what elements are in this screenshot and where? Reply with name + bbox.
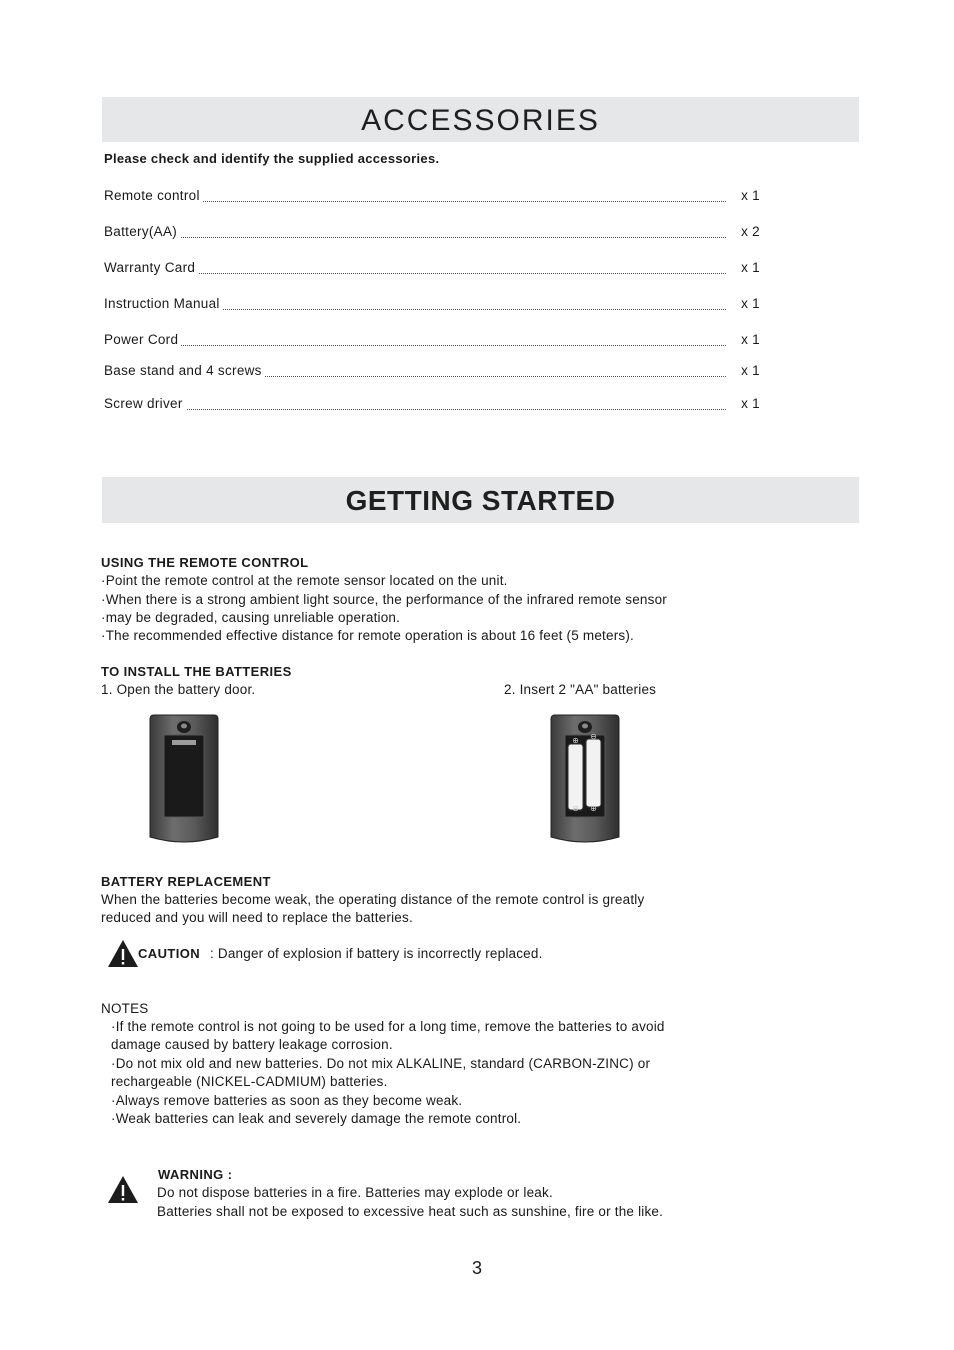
notes-line: damage caused by battery leakage corrosion. [111,1037,393,1052]
accessory-name: Instruction Manual [104,296,223,311]
accessory-name: Battery(AA) [104,224,180,239]
accessory-qty: x 1 [741,332,760,347]
accessory-row [104,296,760,314]
dot-leader [104,409,726,410]
accessory-row [104,260,760,278]
notes-heading: NOTES [101,1001,149,1016]
polarity-mark: ⊕ [590,804,597,813]
accessory-name: Power Cord [104,332,181,347]
polarity-mark: ⊖ [590,732,597,741]
notes-line: ·Do not mix old and new batteries. Do not mix ALKALINE, standard (CARBON-ZINC) or [111,1056,651,1071]
remote-battery-door-closed-illustration [148,713,220,845]
remote-batteries-inserted-illustration [549,713,621,845]
remote-line: ·may be degraded, causing unreliable operation. [101,610,401,625]
remote-line: ·When there is a strong ambient light source, the performance of the infrared remote sensor [101,592,667,607]
accessory-row [104,332,760,350]
install-step-2: 2. Insert 2 "AA" batteries [504,682,657,697]
accessories-title: ACCESSORIES [102,97,859,142]
accessory-qty: x 1 [741,363,760,378]
replacement-line: reduced and you will need to replace the batteries. [101,910,413,925]
accessory-qty: x 2 [741,224,760,239]
install-step-1: 1. Open the battery door. [101,682,256,697]
remote-line: ·The recommended effective distance for remote operation is about 16 feet (5 meters). [101,628,635,643]
replacement-line: When the batteries become weak, the operating distance of the remote control is greatly [101,892,645,907]
accessory-qty: x 1 [741,396,760,411]
accessory-row [104,224,760,242]
polarity-mark: ⊕ [572,736,579,745]
accessory-name: Screw driver [104,396,186,411]
warning-line: Do not dispose batteries in a fire. Batteries may explode or leak. [157,1185,553,1200]
remote-line: ·Point the remote control at the remote sensor located on the unit. [101,573,508,588]
accessory-name: Remote control [104,188,203,203]
caution-text: : Danger of explosion if battery is incorrectly replaced. [210,946,543,961]
accessory-qty: x 1 [741,296,760,311]
notes-line: ·Weak batteries can leak and severely damage the remote control. [111,1111,522,1126]
notes-line: ·If the remote control is not going to be used for a long time, remove the batteries to avoid [111,1019,665,1034]
notes-line: ·Always remove batteries as soon as they become weak. [111,1093,463,1108]
warning-triangle-icon [107,939,139,968]
accessory-qty: x 1 [741,260,760,275]
dot-leader [104,345,726,346]
accessories-intro: Please check and identify the supplied accessories. [104,151,440,166]
accessory-name: Warranty Card [104,260,198,275]
polarity-mark: ⊖ [572,804,579,813]
getting-started-title: GETTING STARTED [102,477,859,523]
accessory-row [104,188,760,206]
remote-heading: USING THE REMOTE CONTROL [101,555,309,570]
caution-label: CAUTION [138,946,201,961]
accessory-row [104,396,760,414]
notes-line: rechargeable (NICKEL-CADMIUM) batteries. [111,1074,388,1089]
warning-label: WARNING : [158,1167,233,1182]
install-heading: TO INSTALL THE BATTERIES [101,664,292,679]
replacement-heading: BATTERY REPLACEMENT [101,874,271,889]
dot-leader [104,237,726,238]
warning-line: Batteries shall not be exposed to excessive heat such as sunshine, fire or the like. [157,1204,664,1219]
accessory-qty: x 1 [741,188,760,203]
page-number: 3 [471,1258,482,1278]
warning-triangle-icon [107,1175,139,1204]
accessory-row [104,363,760,381]
accessory-name: Base stand and 4 screws [104,363,265,378]
